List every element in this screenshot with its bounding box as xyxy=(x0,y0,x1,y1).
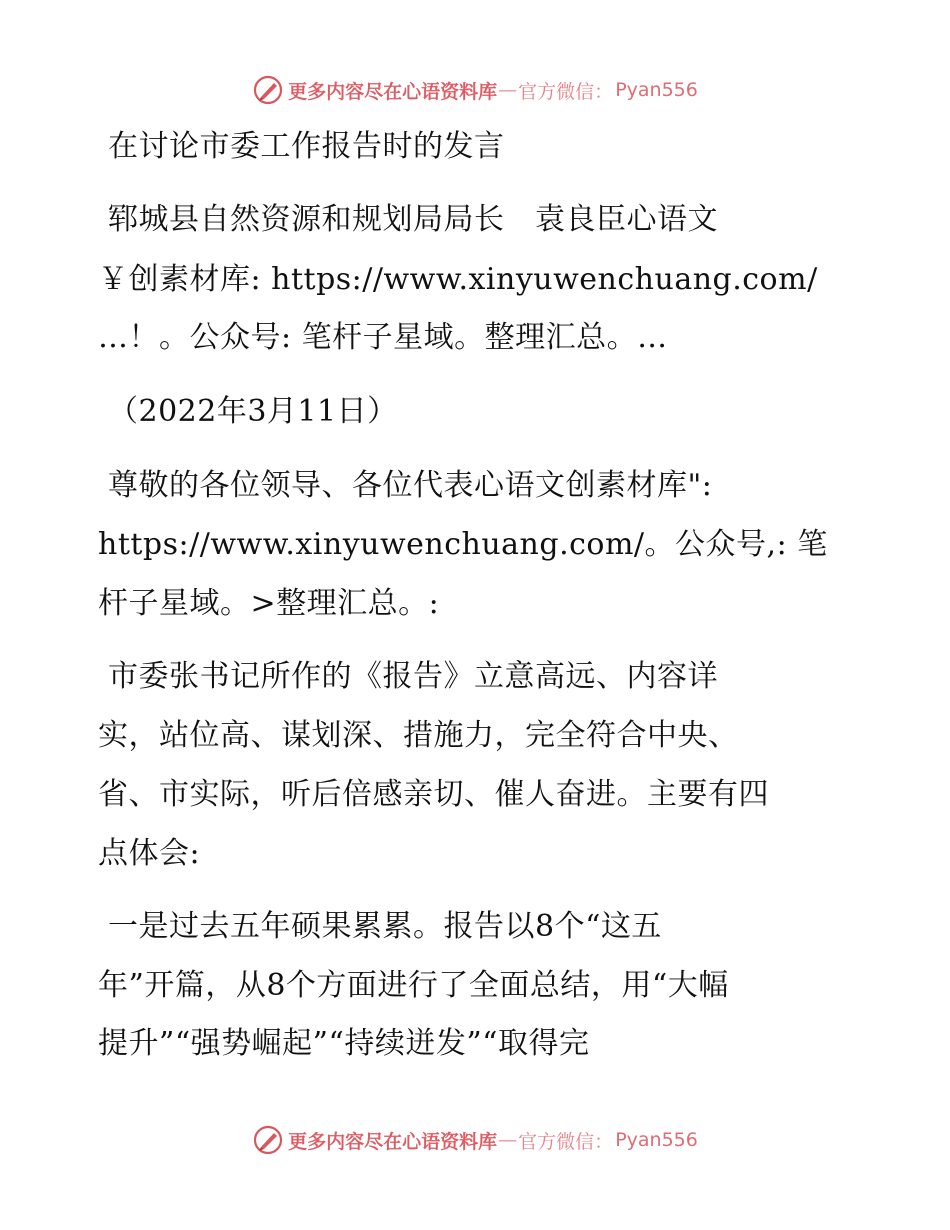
para1-line-2: 实，站位高、谋划深、措施力，完全符合中央、 xyxy=(98,718,739,753)
watermark-wechat-label: 官方微信： xyxy=(518,1130,614,1153)
watermark-text: 更多内容尽在心语资料库 xyxy=(288,80,498,103)
watermark-text: 更多内容尽在心语资料库 xyxy=(288,1130,498,1153)
footer-watermark xyxy=(0,1120,950,1160)
para2-line-1: 一是过去五年硕果累累。报告以8个“这五 xyxy=(108,909,662,944)
para1-line-1: 市委张书记所作的《报告》立意高远、内容详 xyxy=(108,659,718,694)
watermark-dash: — xyxy=(498,1129,518,1151)
document-title: 在讨论市委工作报告时的发言 xyxy=(108,129,505,164)
pen-logo-icon xyxy=(252,1124,284,1156)
watermark-wechat-label: 官方微信： xyxy=(518,80,614,103)
para1-line-3: 省、市实际，听后倍感亲切、催人奋进。主要有四 xyxy=(98,777,769,812)
author-line: 郓城县自然资源和规划局局长 袁良臣心语文 xyxy=(108,202,718,237)
pen-logo-icon xyxy=(252,74,284,106)
para2-line-2: 年”开篇，从8个方面进行了全面总结，用“大幅 xyxy=(98,968,729,1003)
promo-line-1: ￥创素材库: https://www.xinyuwenchuang.com/ xyxy=(98,262,818,297)
greeting-line-3: 杆子星域。>整理汇总。: xyxy=(98,586,440,621)
header-watermark xyxy=(0,70,950,110)
watermark-wechat-id: Pyan556 xyxy=(615,79,698,101)
para2-line-3: 提升”“强势崛起”“持续迸发”“取得完 xyxy=(98,1026,590,1061)
watermark-dash: — xyxy=(498,79,518,101)
promo-line-2: …！。公众号: 笔杆子星域。整理汇总。… xyxy=(98,320,668,355)
para1-line-4: 点体会: xyxy=(98,836,201,871)
watermark-wechat-id: Pyan556 xyxy=(615,1129,698,1151)
document-date: （2022年3月11日） xyxy=(108,394,398,429)
greeting-line-1: 尊敬的各位领导、各位代表心语文创素材库": xyxy=(108,468,713,503)
greeting-line-2: https://www.xinyuwenchuang.com/。公众号,: 笔 xyxy=(98,527,828,562)
